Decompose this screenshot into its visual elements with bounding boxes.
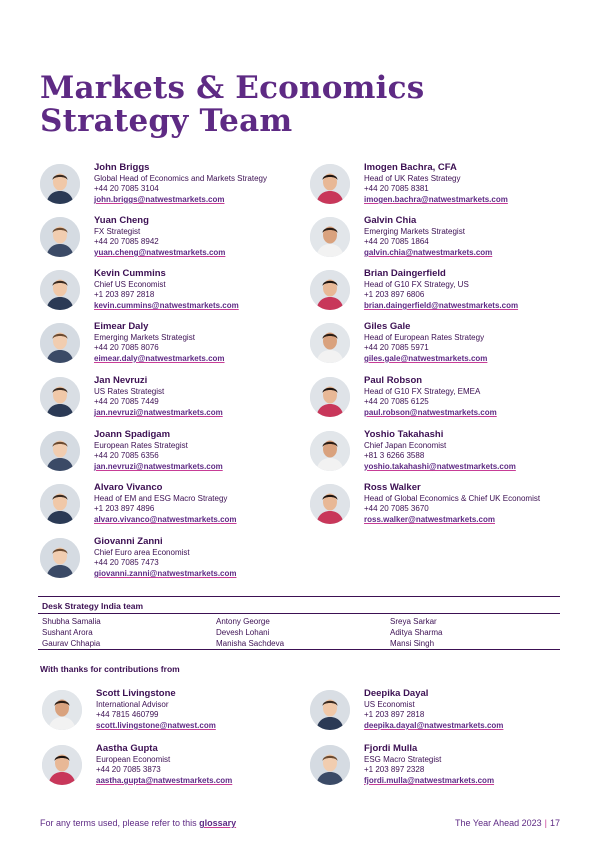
- person-phone: +44 20 7085 8942: [94, 237, 159, 246]
- team-member: [40, 215, 295, 267]
- person-name: Ross Walker: [364, 482, 421, 493]
- person-avatar: [310, 745, 350, 785]
- india-team-member: Mansi Singh: [390, 639, 435, 648]
- person-phone: +44 20 7085 8381: [364, 184, 429, 193]
- team-member: [310, 375, 565, 427]
- team-member: [40, 429, 295, 481]
- person-phone: +81 3 6266 3588: [364, 451, 425, 460]
- team-member: [40, 536, 295, 588]
- person-phone: +44 20 7085 5971: [364, 343, 429, 352]
- portrait-photo: [310, 270, 350, 310]
- person-name: Imogen Bachra, CFA: [364, 162, 457, 173]
- person-role: European Rates Strategist: [94, 441, 188, 450]
- page-title-line-2: Strategy Team: [40, 103, 293, 139]
- person-role: Emerging Markets Strategist: [364, 227, 465, 236]
- person-name: Fjordi Mulla: [364, 743, 418, 754]
- india-team-member: Sreya Sarkar: [390, 617, 437, 626]
- person-avatar: [40, 323, 80, 363]
- portrait-photo: [40, 323, 80, 363]
- team-member: [310, 268, 565, 320]
- person-role: Emerging Markets Strategist: [94, 333, 195, 342]
- person-avatar: [40, 270, 80, 310]
- person-avatar: [310, 431, 350, 471]
- team-member: [310, 321, 565, 373]
- india-team-member: Devesh Lohani: [216, 628, 270, 637]
- person-phone: +44 7815 460799: [96, 710, 159, 719]
- person-phone: +44 20 7085 7449: [94, 397, 159, 406]
- person-email-link[interactable]: imogen.bachra@natwestmarkets.com: [364, 195, 508, 204]
- portrait-photo: [42, 690, 82, 730]
- person-email-link[interactable]: yuan.cheng@natwestmarkets.com: [94, 248, 226, 257]
- contributors-heading: With thanks for contributions from: [40, 664, 180, 674]
- person-email-link[interactable]: ross.walker@natwestmarkets.com: [364, 515, 495, 524]
- person-phone: +44 20 7085 7473: [94, 558, 159, 567]
- person-name: Aastha Gupta: [96, 743, 158, 754]
- footer-separator: |: [544, 818, 547, 828]
- person-avatar: [40, 538, 80, 578]
- person-email-link[interactable]: kevin.cummins@natwestmarkets.com: [94, 301, 239, 310]
- page-title-line-1: Markets & Economics: [40, 70, 425, 106]
- india-team-member: Aditya Sharma: [390, 628, 443, 637]
- india-team-member: Shubha Samalia: [42, 617, 101, 626]
- person-name: Jan Nevruzi: [94, 375, 148, 386]
- contributor: [42, 743, 297, 795]
- person-email-link[interactable]: jan.nevruzi@natwestmarkets.com: [94, 462, 223, 471]
- person-role: Chief Japan Economist: [364, 441, 447, 450]
- person-name: Giovanni Zanni: [94, 536, 163, 547]
- person-name: Galvin Chia: [364, 215, 417, 226]
- person-avatar: [40, 484, 80, 524]
- india-team-heading: Desk Strategy India team: [38, 597, 560, 614]
- person-email-link[interactable]: galvin.chia@natwestmarkets.com: [364, 248, 493, 257]
- person-role: Chief US Economist: [94, 280, 166, 289]
- portrait-photo: [40, 164, 80, 204]
- person-name: Giles Gale: [364, 321, 411, 332]
- person-avatar: [40, 217, 80, 257]
- portrait-photo: [310, 217, 350, 257]
- person-email-link[interactable]: giovanni.zanni@natwestmarkets.com: [94, 569, 237, 578]
- portrait-photo: [310, 431, 350, 471]
- person-phone: +44 20 7085 3104: [94, 184, 159, 193]
- india-team-table: [38, 596, 560, 650]
- portrait-photo: [40, 538, 80, 578]
- person-role: Global Head of Economics and Markets Strategy: [94, 174, 267, 183]
- page-number: 17: [549, 818, 560, 828]
- contributor: [310, 688, 565, 740]
- person-name: Yoshio Takahashi: [364, 429, 444, 440]
- person-avatar: [310, 164, 350, 204]
- team-member: [40, 375, 295, 427]
- person-name: John Briggs: [94, 162, 150, 173]
- person-phone: +1 203 897 2818: [364, 710, 425, 719]
- person-email-link[interactable]: jan.nevruzi@natwestmarkets.com: [94, 408, 223, 417]
- person-phone: +1 203 897 2328: [364, 765, 425, 774]
- person-email-link[interactable]: john.briggs@natwestmarkets.com: [94, 195, 225, 204]
- footer-glossary-note: [40, 818, 236, 828]
- person-avatar: [310, 270, 350, 310]
- india-team-member: Gaurav Chhapia: [42, 639, 101, 648]
- person-email-link[interactable]: eimear.daly@natwestmarkets.com: [94, 354, 225, 363]
- person-email-link[interactable]: scott.livingstone@natwest.com: [96, 721, 216, 730]
- portrait-photo: [40, 484, 80, 524]
- portrait-photo: [310, 484, 350, 524]
- india-team-member: Manisha Sachdeva: [216, 639, 285, 648]
- team-member: [310, 162, 565, 214]
- person-phone: +1 203 897 4896: [94, 504, 155, 513]
- team-member: [40, 321, 295, 373]
- person-role: US Economist: [364, 700, 415, 709]
- portrait-photo: [310, 690, 350, 730]
- page-title: [40, 72, 560, 138]
- person-email-link[interactable]: aastha.gupta@natwestmarkets.com: [96, 776, 233, 785]
- portrait-photo: [40, 377, 80, 417]
- person-email-link[interactable]: giles.gale@natwestmarkets.com: [364, 354, 488, 363]
- team-member: [40, 162, 295, 214]
- team-member: [40, 268, 295, 320]
- team-member: [310, 429, 565, 481]
- person-name: Paul Robson: [364, 375, 423, 386]
- person-name: Yuan Cheng: [94, 215, 149, 226]
- person-email-link[interactable]: alvaro.vivanco@natwestmarkets.com: [94, 515, 237, 524]
- person-role: International Advisor: [96, 700, 169, 709]
- person-avatar: [310, 377, 350, 417]
- team-member: [310, 482, 565, 534]
- person-role: Head of Global Economics & Chief UK Economist: [364, 494, 541, 503]
- person-role: Head of European Rates Strategy: [364, 333, 485, 342]
- person-phone: +44 20 7085 3873: [96, 765, 161, 774]
- person-role: Chief Euro area Economist: [94, 548, 190, 557]
- person-avatar: [40, 431, 80, 471]
- person-avatar: [40, 164, 80, 204]
- portrait-photo: [310, 377, 350, 417]
- portrait-photo: [40, 217, 80, 257]
- portrait-photo: [42, 745, 82, 785]
- person-email-link[interactable]: paul.robson@natwestmarkets.com: [364, 408, 497, 417]
- person-role: Head of UK Rates Strategy: [364, 174, 461, 183]
- india-team-member: Antony George: [216, 617, 270, 626]
- contributor: [42, 688, 297, 740]
- glossary-link[interactable]: glossary: [199, 818, 237, 828]
- person-role: FX Strategist: [94, 227, 141, 236]
- person-role: European Economist: [96, 755, 171, 764]
- person-phone: +44 20 7085 6356: [94, 451, 159, 460]
- person-email-link[interactable]: deepika.dayal@natwestmarkets.com: [364, 721, 504, 730]
- footer-note-text: For any terms used, please refer to this: [40, 818, 200, 828]
- person-phone: +1 203 897 2818: [94, 290, 155, 299]
- person-phone: +1 203 897 6806: [364, 290, 425, 299]
- person-name: Eimear Daly: [94, 321, 149, 332]
- portrait-photo: [40, 270, 80, 310]
- person-avatar: [42, 690, 82, 730]
- person-avatar: [40, 377, 80, 417]
- person-email-link[interactable]: yoshio.takahashi@natwestmarkets.com: [364, 462, 516, 471]
- footer-page-info: [455, 818, 560, 828]
- portrait-photo: [310, 745, 350, 785]
- portrait-photo: [310, 164, 350, 204]
- person-avatar: [310, 690, 350, 730]
- person-avatar: [310, 484, 350, 524]
- person-role: US Rates Strategist: [94, 387, 165, 396]
- portrait-photo: [310, 323, 350, 363]
- person-name: Deepika Dayal: [364, 688, 429, 699]
- person-email-link[interactable]: brian.daingerfield@natwestmarkets.com: [364, 301, 519, 310]
- team-member: [310, 215, 565, 267]
- person-role: Head of EM and ESG Macro Strategy: [94, 494, 228, 503]
- person-name: Joann Spadigam: [94, 429, 171, 440]
- person-name: Alvaro Vivanco: [94, 482, 163, 493]
- person-phone: +44 20 7085 1864: [364, 237, 429, 246]
- person-name: Brian Daingerfield: [364, 268, 446, 279]
- person-name: Scott Livingstone: [96, 688, 176, 699]
- india-team-member: Sushant Arora: [42, 628, 93, 637]
- person-phone: +44 20 7085 3670: [364, 504, 429, 513]
- person-avatar: [310, 217, 350, 257]
- person-role: ESG Macro Strategist: [364, 755, 442, 764]
- portrait-photo: [40, 431, 80, 471]
- contributor: [310, 743, 565, 795]
- person-phone: +44 20 7085 8076: [94, 343, 159, 352]
- person-role: Head of G10 FX Strategy, EMEA: [364, 387, 481, 396]
- person-name: Kevin Cummins: [94, 268, 166, 279]
- person-email-link[interactable]: fjordi.mulla@natwestmarkets.com: [364, 776, 495, 785]
- person-avatar: [310, 323, 350, 363]
- publication-name: The Year Ahead 2023: [455, 818, 542, 828]
- person-avatar: [42, 745, 82, 785]
- person-role: Head of G10 FX Strategy, US: [364, 280, 469, 289]
- team-member: [40, 482, 295, 534]
- person-phone: +44 20 7085 6125: [364, 397, 429, 406]
